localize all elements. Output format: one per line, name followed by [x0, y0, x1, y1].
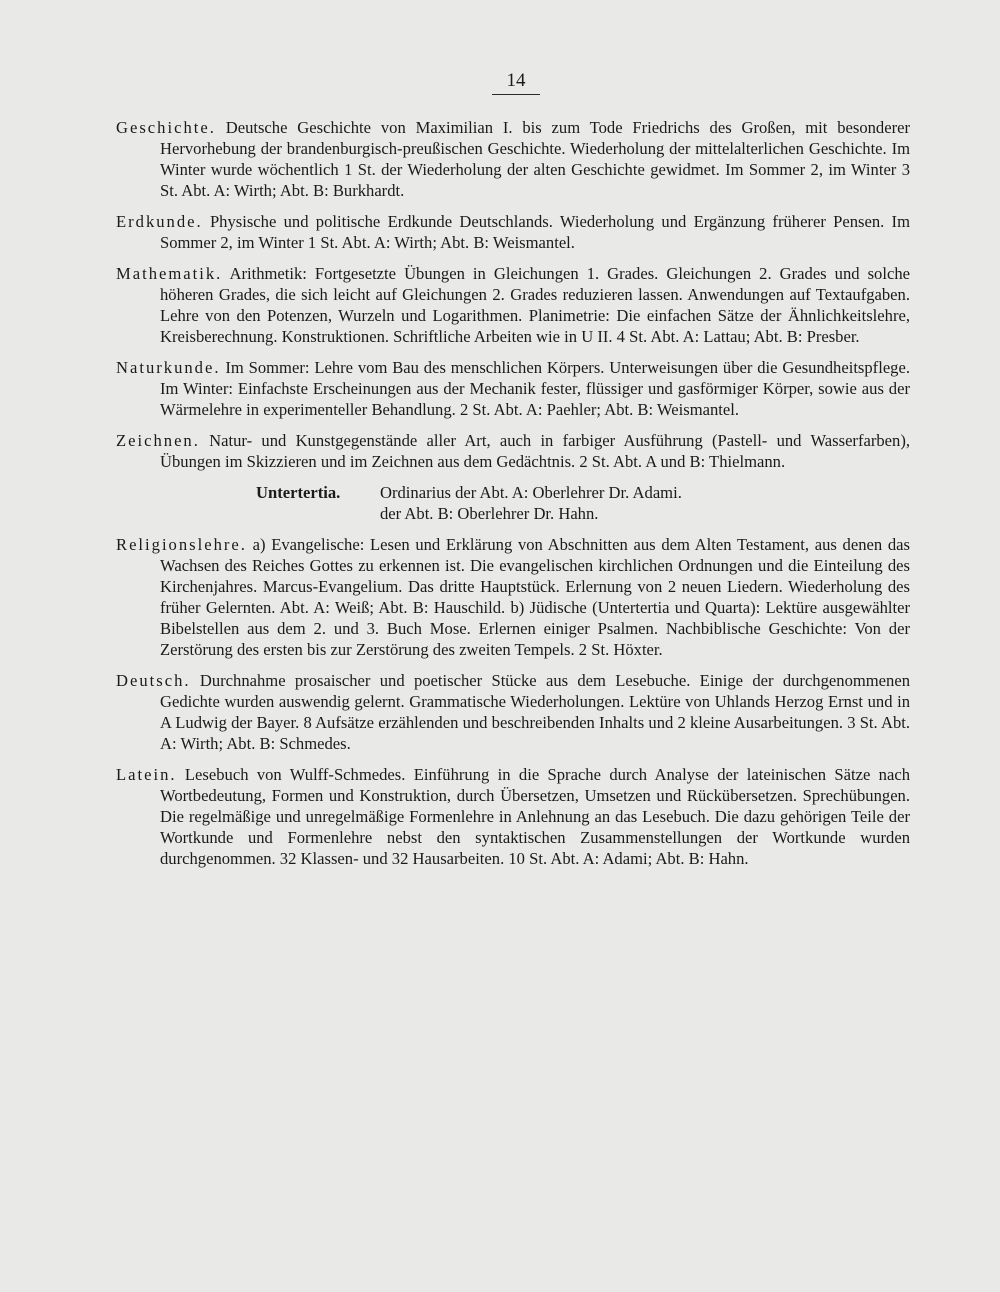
ordinarius-b: der Abt. B: Oberlehrer Dr. Hahn. [380, 504, 599, 523]
subject-heading: Deutsch. [116, 671, 191, 690]
section-naturkunde [116, 357, 910, 420]
section-text: Im Sommer: Lehre vom Bau des menschlichen Körpers. Unterweisungen über die Gesundheitspflege. Im Winter: Einfachste Erscheinungen aus der Mechanik fester, flüssiger und gasförmiger Körper, sowie aus der Wärmelehre in experimenteller Behandlung. 2 St. Abt. A: Paehler; Abt. B: Weismantel. [160, 358, 910, 419]
section-geschichte [116, 117, 910, 201]
section-text: Lesebuch von Wulff-Schmedes. Einführung in die Sprache durch Analyse der lateinischen Sätze nach Wortbedeutung, Formen und Konstruktion, durch Übersetzen, Umsetzen und Rückübersetzen. Sprechübungen. Die regelmäßige und unregelmäßige Formenlehre in Anlehnung an das Lesebuch. Die dazu gehörigen Teile der Wortkunde und Formenlehre nebst den syntaktischen Zusammenstellungen der Wortkunde wurden durchgenommen. 32 Klassen- und 32 Hausarbeiten. 10 St. Abt. A: Adami; Abt. B: Hahn. [160, 765, 910, 868]
section-mathematik [116, 263, 910, 347]
class-header [116, 482, 910, 524]
page-body [116, 117, 910, 879]
subject-heading: Religionslehre. [116, 535, 247, 554]
section-text: Physische und politische Erdkunde Deutschlands. Wiederholung und Ergänzung früherer Pensen. Im Sommer 2, im Winter 1 St. Abt. A: Wirth; Abt. B: Weismantel. [160, 212, 910, 252]
ordinarius-a: Ordinarius der Abt. A: Oberlehrer Dr. Adami. [380, 483, 682, 502]
section-text: Durchnahme prosaischer und poetischer Stücke aus dem Lesebuche. Einige der durchgenommenen Gedichte wurden auswendig gelernt. Grammatische Wiederholungen. Lektüre von Uhlands Herzog Ernst und in A Ludwig der Bayer. 8 Aufsätze erzählenden und beschreibenden Inhalts und 2 kleine Ausarbeitungen. 3 St. Abt. A: Wirth; Abt. B: Schmedes. [160, 671, 911, 753]
section-text: a) Evangelische: Lesen und Erklärung von Abschnitten aus dem Alten Testament, aus denen das Wachsen des Reiches Gottes zu erkennen ist. Die evangelischen kirchlichen Ordnungen und die Einteilung des Kirchenjahres. Marcus-Evangelium. Das dritte Hauptstück. Erlernung von 2 neuen Liedern. Wiederholung des früher Gelernten. Abt. A: Weiß; Abt. B: Hauschild. b) Jüdische (Untertertia und Quarta): Lektüre ausgewählter Bibelstellen aus dem 2. und 3. Buch Mose. Erlernen einiger Psalmen. Nachbiblische Geschichte: Von der Zerstörung des ersten bis zur Zerstörung des zweiten Tempels. 2 St. Höxter. [160, 535, 910, 659]
section-erdkunde [116, 211, 910, 253]
subject-heading: Erdkunde. [116, 212, 203, 231]
section-deutsch [116, 670, 910, 754]
section-text: Natur- und Kunstgegenstände aller Art, auch in farbiger Ausführung (Pastell- und Wasserfarben), Übungen im Skizzieren und im Zeichnen aus dem Gedächtnis. 2 St. Abt. A und B: Thielmann. [160, 431, 911, 471]
subject-heading: Zeichnen. [116, 431, 200, 450]
subject-heading: Naturkunde. [116, 358, 221, 377]
section-text: Deutsche Geschichte von Maximilian I. bis zum Tode Friedrichs des Großen, mit besonderer Hervorhebung der brandenburgisch-preußischen Geschichte. Wiederholung der mittelalterlichen Geschichte. Im Winter wurde wöchentlich 1 St. der Wiederholung der alten Geschichte gewidmet. Im Sommer 2, im Winter 3 St. Abt. A: Wirth; Abt. B: Burkhardt. [160, 118, 910, 200]
section-text: Arithmetik: Fortgesetzte Übungen in Gleichungen 1. Grades. Gleichungen 2. Grades und solche höheren Grades, die sich leicht auf Gleichungen 2. Grades reduzieren lassen. Anwendungen auf Textaufgaben. Lehre von den Potenzen, Wurzeln und Logarithmen. Planimetrie: Die einfachen Sätze der Ähnlichkeitslehre, Kreisberechnung. Konstruktionen. Schriftliche Arbeiten wie in U II. 4 St. Abt. A: Lattau; Abt. B: Presber. [160, 264, 910, 346]
subject-heading: Latein. [116, 765, 177, 784]
subject-heading: Mathematik. [116, 264, 223, 283]
section-zeichnen [116, 430, 910, 472]
section-latein [116, 764, 910, 869]
section-religionslehre [116, 534, 910, 660]
subject-heading: Geschichte. [116, 118, 216, 137]
class-title: Untertertia. [256, 483, 341, 502]
page-number: 14 [492, 70, 540, 95]
